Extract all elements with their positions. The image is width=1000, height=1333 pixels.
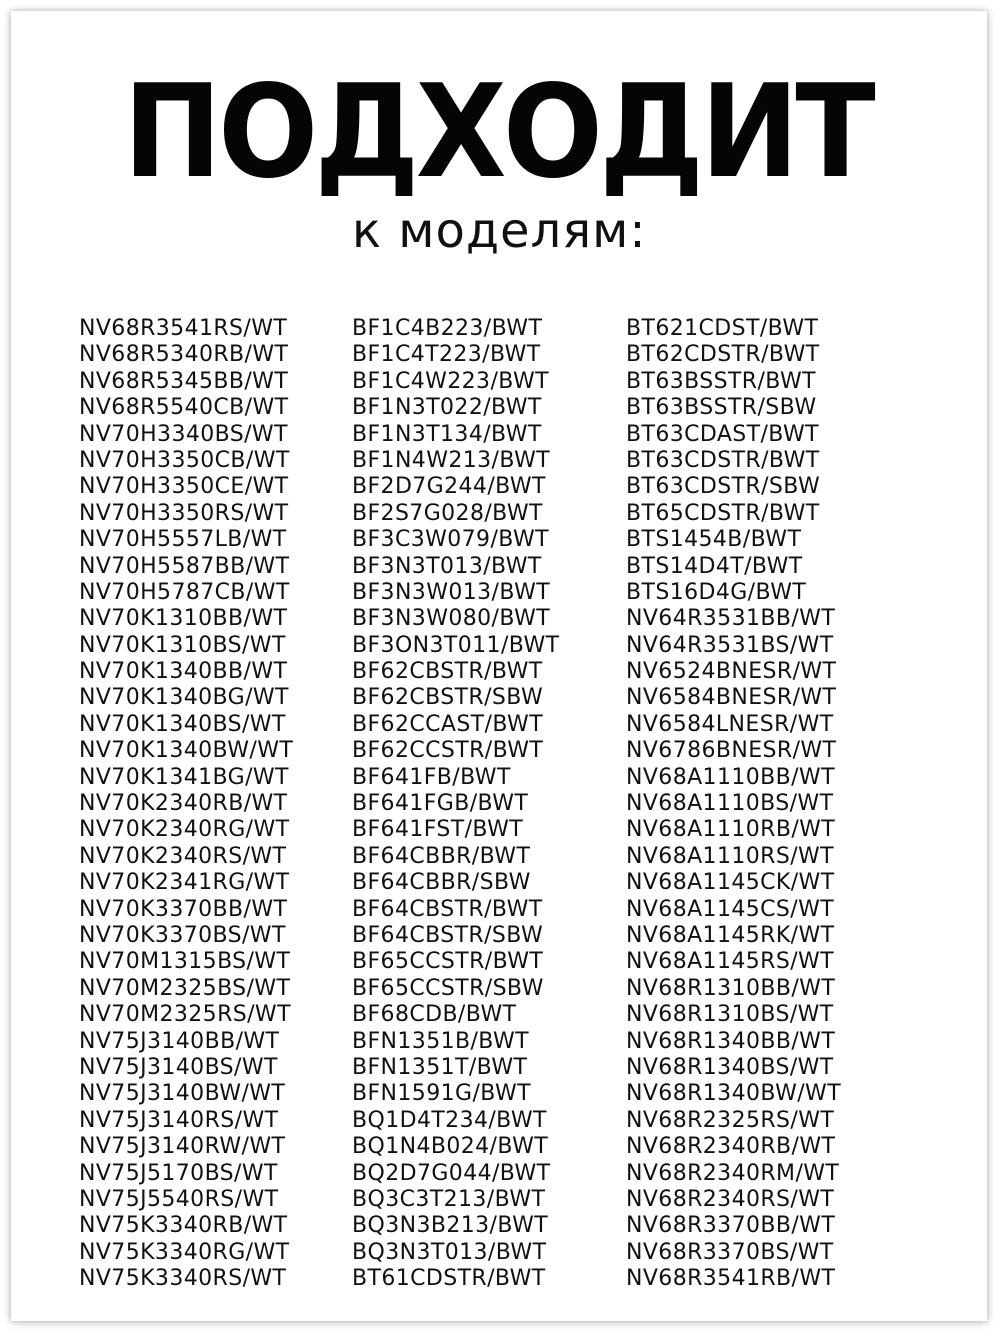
model-list-item: NV70H3350CB/WT	[79, 447, 290, 473]
model-list-item: NV68R3370BB/WT	[626, 1213, 836, 1239]
model-list-item: NV6584LNESR/WT	[626, 711, 834, 737]
model-list-item: BQ3N3B213/BWT	[352, 1213, 549, 1239]
page-title: ПОДХОДИТ	[123, 58, 872, 207]
model-list-item: BT63BSSTR/BWT	[626, 368, 816, 394]
model-list-item: NV68A1110RB/WT	[626, 817, 836, 843]
model-list-item: BT62CDSTR/BWT	[626, 342, 820, 368]
model-list-item: NV70H5557LB/WT	[79, 527, 287, 553]
model-list-item: NV75J5540RS/WT	[79, 1186, 279, 1212]
model-list-item: BF64CBBR/SBW	[352, 870, 531, 896]
model-list-item: NV68A1110BS/WT	[626, 791, 834, 817]
model-list-column-2	[352, 316, 559, 1292]
model-list-item: BT63BSSTR/SBW	[626, 395, 817, 421]
model-list-item: BQ2D7G044/BWT	[352, 1160, 551, 1186]
model-list-item: NV70K3370BB/WT	[79, 896, 288, 922]
model-list-item: NV70K1310BB/WT	[79, 606, 288, 632]
model-list-item: NV6786BNESR/WT	[626, 738, 837, 764]
model-list-item: BT61CDSTR/BWT	[352, 1266, 546, 1292]
model-list-item: NV70K3370BS/WT	[79, 922, 286, 948]
model-list-item: BF3N3W080/BWT	[352, 606, 551, 632]
model-list-item: NV68R2340RM/WT	[626, 1160, 840, 1186]
model-list-item: NV68R2325RS/WT	[626, 1107, 835, 1133]
model-list-item: BF64CBSTR/BWT	[352, 896, 543, 922]
model-list-item: NV75J3140BW/WT	[79, 1081, 286, 1107]
model-list-item: NV68R3541RB/WT	[626, 1266, 836, 1292]
page-subtitle: к моделям:	[352, 203, 647, 259]
model-list-item: BF1N3T134/BWT	[352, 421, 542, 447]
model-list-item: NV6524BNESR/WT	[626, 659, 837, 685]
model-list-item: NV70K1341BG/WT	[79, 764, 289, 790]
model-list-item: NV75J3140RS/WT	[79, 1107, 279, 1133]
model-list-item: BF62CBSTR/BWT	[352, 659, 543, 685]
model-list-item: NV75K3340RS/WT	[79, 1266, 287, 1292]
model-list-item: NV64R3531BB/WT	[626, 606, 836, 632]
model-list-item: BF3N3T013/BWT	[352, 553, 542, 579]
model-list-item: BT63CDSTR/SBW	[626, 474, 821, 500]
model-list-item: NV68R5340RB/WT	[79, 342, 289, 368]
model-list-item: BQ3C3T213/BWT	[352, 1186, 546, 1212]
model-list-item: BT621CDST/BWT	[626, 316, 819, 341]
model-list-item: BF65CCSTR/BWT	[352, 949, 544, 975]
model-list-item: NV70K2340RB/WT	[79, 791, 288, 817]
model-list-item: BF1C4B223/BWT	[352, 316, 543, 341]
model-list-item: NV70H5787CB/WT	[79, 579, 290, 605]
model-list-item: NV75J3140BB/WT	[79, 1028, 280, 1054]
model-list-item: NV6584BNESR/WT	[626, 685, 837, 711]
model-list-item: NV70K1340BG/WT	[79, 685, 289, 711]
model-list-item: NV68R2340RS/WT	[626, 1186, 835, 1212]
model-list-item: NV70H3340BS/WT	[79, 421, 288, 447]
model-list-item: BQ1N4B024/BWT	[352, 1134, 549, 1160]
model-list-item: NV68R1310BS/WT	[626, 1002, 834, 1028]
model-list-item: BF3N3W013/BWT	[352, 579, 551, 605]
model-list-item: BF62CBSTR/SBW	[352, 685, 544, 711]
model-list-item: NV75K3340RG/WT	[79, 1239, 290, 1265]
model-list-item: BF1N4W213/BWT	[352, 447, 551, 473]
model-list-item: NV70H3350RS/WT	[79, 500, 289, 526]
model-list-item: NV68R3541RS/WT	[79, 316, 288, 341]
model-list-item: BQ3N3T013/BWT	[352, 1239, 547, 1265]
model-list-item: NV70K1340BW/WT	[79, 738, 294, 764]
model-list-item: BF64CBSTR/SBW	[352, 922, 544, 948]
model-list-item: NV68R1310BB/WT	[626, 975, 836, 1001]
model-list-item: BFN1351T/BWT	[352, 1054, 528, 1080]
model-list-item: BF641FB/BWT	[352, 764, 511, 790]
model-list-item: NV70K1340BS/WT	[79, 711, 286, 737]
model-list-item: BF2D7G244/BWT	[352, 474, 546, 500]
model-list-item: NV68A1110BB/WT	[626, 764, 835, 790]
model-list-item: BTS14D4T/BWT	[626, 553, 803, 579]
model-list-item: BF641FGB/BWT	[352, 791, 529, 817]
model-list-item: NV70M2325RS/WT	[79, 1002, 291, 1028]
model-list-item: NV70K1340BB/WT	[79, 659, 288, 685]
model-list-item: BF65CCSTR/SBW	[352, 975, 544, 1001]
model-list-item: NV68A1145RS/WT	[626, 949, 834, 975]
model-list-item: NV68R1340BS/WT	[626, 1054, 834, 1080]
model-list-item: BF1N3T022/BWT	[352, 395, 542, 421]
model-list-item: NV70K2340RG/WT	[79, 817, 290, 843]
model-list-item: NV70H5587BB/WT	[79, 553, 290, 579]
model-list-item: BFN1351B/BWT	[352, 1028, 529, 1054]
model-list-item: BF2S7G028/BWT	[352, 500, 543, 526]
model-list-item: NV75J3140RW/WT	[79, 1134, 286, 1160]
model-list-item: NV68A1110RS/WT	[626, 843, 834, 869]
model-list-item: BF62CCAST/BWT	[352, 711, 544, 737]
model-list-item: BF68CDB/BWT	[352, 1002, 517, 1028]
model-list-column-1	[79, 316, 293, 1292]
model-list-item: NV68A1145CS/WT	[626, 896, 835, 922]
model-list-item: NV70M2325BS/WT	[79, 975, 291, 1001]
model-list-item: NV70K2340RS/WT	[79, 843, 287, 869]
model-list-item: NV70M1315BS/WT	[79, 949, 291, 975]
model-list-item: BT65CDSTR/BWT	[626, 500, 820, 526]
model-list-item: BT63CDAST/BWT	[626, 421, 820, 447]
model-list-item: BT63CDSTR/BWT	[626, 447, 820, 473]
model-list-item: BF641FST/BWT	[352, 817, 524, 843]
model-list-item: NV68R5540CB/WT	[79, 395, 289, 421]
model-list-item: NV70H3350CE/WT	[79, 474, 289, 500]
model-list-item: BFN1591G/BWT	[352, 1081, 531, 1107]
model-list-item: NV70K1310BS/WT	[79, 632, 286, 658]
model-list-item: BF64CBBR/BWT	[352, 843, 531, 869]
model-list-item: BTS1454B/BWT	[626, 527, 802, 553]
model-list-item: BQ1D4T234/BWT	[352, 1107, 547, 1133]
model-list-item: NV68R1340BW/WT	[626, 1081, 842, 1107]
model-list-column-3	[626, 316, 841, 1292]
model-list-item: NV75J3140BS/WT	[79, 1054, 278, 1080]
model-list-item: NV68A1145CK/WT	[626, 870, 835, 896]
model-list-item: NV75J5170BS/WT	[79, 1160, 278, 1186]
model-list-item: NV64R3531BS/WT	[626, 632, 834, 658]
model-list-item: BF62CCSTR/BWT	[352, 738, 544, 764]
model-list-item: BF3ON3T011/BWT	[352, 632, 560, 658]
model-list-item: NV75K3340RB/WT	[79, 1213, 288, 1239]
model-list-item: NV68R5345BB/WT	[79, 368, 289, 394]
model-list-item: NV68R2340RB/WT	[626, 1134, 836, 1160]
model-list-item: BTS16D4G/BWT	[626, 579, 807, 605]
model-list-item: BF1C4W223/BWT	[352, 368, 549, 394]
model-list-item: NV68A1145RK/WT	[626, 922, 835, 948]
model-list-item: NV68R1340BB/WT	[626, 1028, 836, 1054]
model-list-item: BF1C4T223/BWT	[352, 342, 541, 368]
model-list-item: BF3C3W079/BWT	[352, 527, 549, 553]
model-list-item: NV70K2341RG/WT	[79, 870, 290, 896]
model-list-item: NV68R3370BS/WT	[626, 1239, 834, 1265]
